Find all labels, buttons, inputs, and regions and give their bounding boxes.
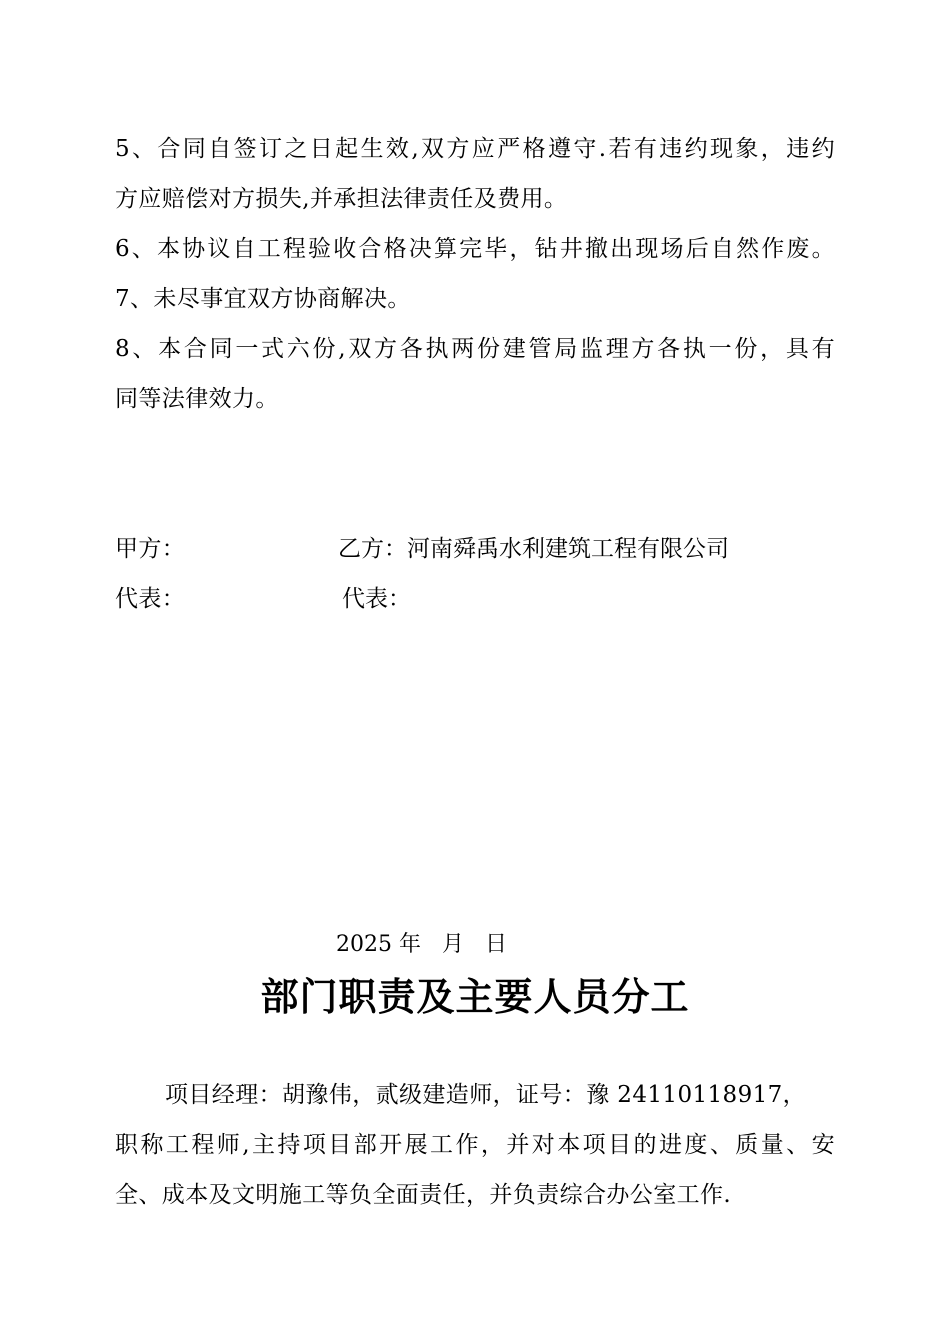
clause-5-line-2: 方应赔偿对方损失,并承担法律责任及费用。 bbox=[115, 186, 568, 212]
section-paragraph-line-3: 全、成本及文明施工等负全面责任，并负责综合办公室工作. bbox=[115, 1182, 732, 1208]
party-a-representative-label: 代表： bbox=[115, 586, 186, 612]
section-title: 部门职责及主要人员分工 bbox=[260, 974, 690, 1019]
clause-8-line-1: 8、本合同一式六份,双方各执两份建管局监理方各执一份，具有 bbox=[115, 336, 835, 362]
section-paragraph-line-1: 项目经理：胡豫伟，贰级建造师，证号：豫 24110118917， bbox=[165, 1082, 807, 1108]
section-paragraph-line-2: 职称工程师,主持项目部开展工作，并对本项目的进度、质量、安 bbox=[115, 1132, 835, 1158]
clause-6: 6、本协议自工程验收合格决算完毕，钻井撤出现场后自然作废。 bbox=[115, 236, 835, 262]
signing-date: 2025 年 月 日 bbox=[336, 932, 507, 957]
party-b-representative-label: 代表： bbox=[342, 586, 411, 612]
clause-7: 7、未尽事宜双方协商解决。 bbox=[115, 286, 411, 312]
party-a-label: 甲方： bbox=[115, 536, 186, 562]
clause-8-line-2: 同等法律效力。 bbox=[115, 386, 279, 412]
clause-5-line-1: 5、合同自签订之日起生效,双方应严格遵守.若有违约现象，违约 bbox=[115, 136, 835, 162]
party-b: 乙方：河南舜禹水利建筑工程有限公司 bbox=[338, 536, 729, 562]
